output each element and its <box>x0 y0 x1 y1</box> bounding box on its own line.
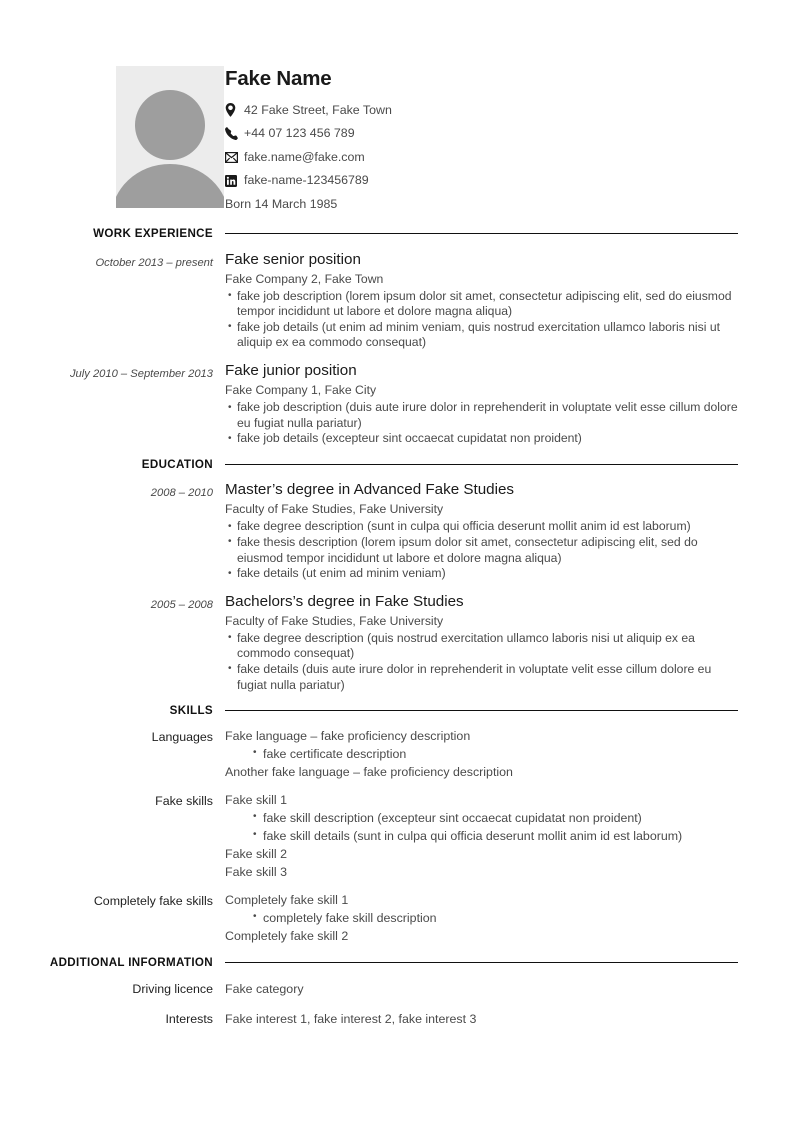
section-header-additional-information <box>0 957 794 969</box>
education-entry-bullets <box>225 631 738 693</box>
section-header-work-experience <box>0 228 794 240</box>
contact-phone <box>225 122 738 146</box>
avatar <box>116 66 224 208</box>
section-header-skills <box>0 705 794 717</box>
avatar-body-shape <box>116 164 224 208</box>
education-entry-bullets <box>225 519 738 581</box>
section-title-education: EDUCATION <box>141 457 213 471</box>
list-item: • fake thesis description (lorem ipsum dolor sit amet, consectetur adipiscing elit, sed do eiusmod tempor incididunt ut labore et dolore magna aliqua) <box>225 535 738 566</box>
avatar-column <box>0 66 225 208</box>
contact-address-text: 42 Fake Street, Fake Town <box>244 102 392 117</box>
section-title-work-experience: WORK EXPERIENCE <box>93 227 213 241</box>
birth-date: Born 14 March 1985 <box>225 196 338 211</box>
skill-item: Another fake language – fake proficiency description <box>225 764 513 779</box>
list-item: • fake degree description (sunt in culpa qui officia deserunt mollit anim id est laborum) <box>225 519 738 535</box>
skill-item: Fake skill 2 <box>225 846 287 861</box>
section-rule <box>225 464 738 465</box>
additional-row-label: Driving licence <box>132 982 213 997</box>
education-entry-body <box>225 592 738 693</box>
contact-address <box>225 99 738 123</box>
additional-row-driving-licence <box>0 980 794 998</box>
skill-item: Completely fake skill 2 <box>225 928 349 943</box>
list-item: • fake details (ut enim ad minim veniam) <box>225 566 738 582</box>
list-item: • fake certificate description <box>251 745 738 763</box>
contact-phone-text: +44 07 123 456 789 <box>244 126 355 141</box>
skill-group-body <box>225 727 738 781</box>
work-entry-bullets <box>225 400 738 447</box>
additional-row-value: Fake interest 1, fake interest 2, fake interest 3 <box>225 1012 477 1027</box>
list-item: • fake degree description (quis nostrud exercitation ullamco laboris nisi ut aliquip ex ea commodo consequat) <box>225 631 738 662</box>
work-entry-bullets <box>225 289 738 351</box>
list-item: • fake job description (lorem ipsum dolor sit amet, consectetur adipiscing elit, sed do eiusmod tempor incididunt ut labore et dolore magna aliqua) <box>225 289 738 320</box>
education-entry-date: 2008 – 2010 <box>150 487 213 500</box>
education-entry-title: Master’s degree in Advanced Fake Studies <box>225 481 515 499</box>
education-entry-institution: Faculty of Fake Studies, Fake University <box>225 613 444 628</box>
skill-group-label: Completely fake skills <box>93 893 213 908</box>
list-item: • completely fake skill description <box>251 909 738 927</box>
list-item: • fake skill description (excepteur sint occaecat cupidatat non proident) <box>251 809 738 827</box>
additional-row-value: Fake category <box>225 982 304 997</box>
contact-linkedin-text: fake-name-123456789 <box>244 173 369 188</box>
skill-sub-bullets <box>225 745 738 763</box>
work-entry-title: Fake senior position <box>225 250 361 268</box>
education-entry <box>0 592 794 693</box>
envelope-icon <box>225 152 244 163</box>
education-entry-title: Bachelors’s degree in Fake Studies <box>225 592 464 610</box>
list-item: • fake details (duis aute irure dolor in reprehenderit in voluptate velit esse cillum dolore eu fugiat nulla pariatur) <box>225 662 738 693</box>
work-entry <box>0 250 794 351</box>
education-entry-body <box>225 480 738 581</box>
phone-icon <box>225 127 244 140</box>
work-entry-body <box>225 250 738 351</box>
contact-email <box>225 146 738 170</box>
additional-row-interests <box>0 1010 794 1028</box>
resume-header <box>0 0 794 216</box>
skill-item: Completely fake skill 1 <box>225 892 349 907</box>
work-entry-title: Fake junior position <box>225 362 357 380</box>
list-item: • fake job description (duis aute irure dolor in reprehenderit in voluptate velit esse cillum dolore eu fugiat nulla pariatur) <box>225 400 738 431</box>
contact-linkedin <box>225 169 738 193</box>
list-item: • fake skill details (sunt in culpa qui officia deserunt mollit anim id est laborum) <box>251 827 738 845</box>
section-rule <box>225 233 738 234</box>
additional-row-label: Interests <box>165 1012 213 1027</box>
work-entry-date: October 2013 – present <box>95 256 213 269</box>
skill-sub-bullets <box>225 809 738 845</box>
skill-item: Fake skill 3 <box>225 864 287 879</box>
section-rule <box>225 710 738 711</box>
skill-group-body <box>225 791 738 881</box>
section-rule <box>225 962 738 963</box>
education-entry-institution: Faculty of Fake Studies, Fake University <box>225 502 444 517</box>
skill-group-completely-fake-skills <box>0 891 794 945</box>
skill-item: Fake skill 1 <box>225 792 287 807</box>
skill-group-label: Fake skills <box>155 793 213 808</box>
section-header-education <box>0 459 794 471</box>
skill-group-fake-skills <box>0 791 794 881</box>
work-entry-company: Fake Company 2, Fake Town <box>225 271 384 286</box>
list-item: • fake job details (excepteur sint occaecat cupidatat non proident) <box>225 431 738 447</box>
work-entry-company: Fake Company 1, Fake City <box>225 383 377 398</box>
list-item: • fake job details (ut enim ad minim veniam, quis nostrud exercitation ullamco laboris nisi ut aliquip ex ea commodo consequat) <box>225 320 738 351</box>
work-entry <box>0 361 794 447</box>
work-entry-date: July 2010 – September 2013 <box>69 368 213 381</box>
section-title-additional-information: ADDITIONAL INFORMATION <box>49 955 213 969</box>
page-title: Fake Name <box>225 67 332 90</box>
avatar-head-shape <box>135 90 205 160</box>
education-entry-date: 2005 – 2008 <box>150 598 213 611</box>
skill-item: Fake language – fake proficiency description <box>225 728 471 743</box>
skill-group-label: Languages <box>151 729 213 744</box>
education-entry <box>0 480 794 581</box>
skill-group-languages <box>0 727 794 781</box>
identity-block <box>225 66 738 216</box>
location-pin-icon <box>225 103 244 117</box>
skill-sub-bullets <box>225 909 738 927</box>
contact-email-text: fake.name@fake.com <box>244 149 365 164</box>
section-title-skills: SKILLS <box>169 704 213 718</box>
work-entry-body <box>225 361 738 447</box>
linkedin-icon <box>225 175 244 187</box>
skill-group-body <box>225 891 738 945</box>
